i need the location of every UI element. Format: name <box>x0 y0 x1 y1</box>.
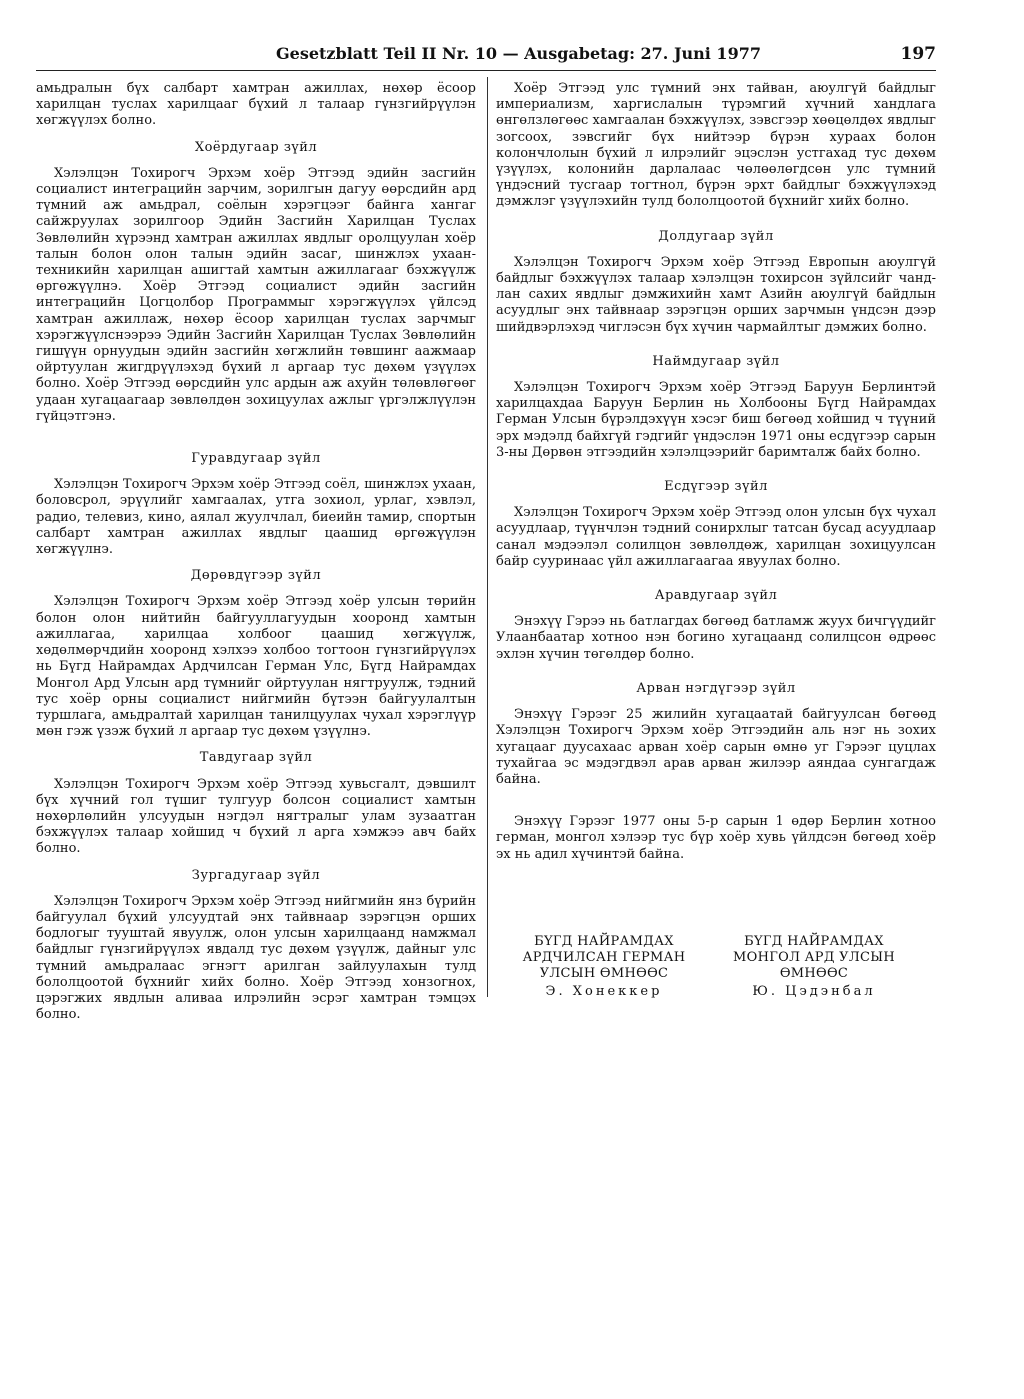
right-column <box>496 81 936 863</box>
article-2-heading: Хоёрдугаар зүйл <box>194 139 318 155</box>
signature-mpr-line3: ӨМНӨӨС <box>779 966 849 982</box>
article-6-continuation: Хоёр Этгээд улс түмний энх тайван, аюулгүй байдлыг империализм, харгислалын түрэмгий хүчний хандлага өнгөлзлөгөөс хамгаалан бэхжүүлэх, зэвсгээр хөөцөлдөх явдлыг зогсоох, зэвсгийг бүх нийтээр бүрэн хураах болон колончлолын бүхий л илрэлийг эцэслэн устгахад тус дөхөм үзүүлэх, колонийн дарлалаас чөлөөлөгдсөн улс түмний үндэсний тусгаар тогтнол, бүрэн эрхт байдлыг бэхжүүлэхэд дэмжлэг үзүүлэхийн тулд бололцоотой бүхнийг хийх болно. <box>496 81 936 210</box>
article-7-text: Хэлэлцэн Тохирогч Эрхэм хоёр Этгээд Европын аюулгүй байдлыг бэхжүүлэх талаар хэлэлцэн тохирсон зүйлсийг чанд-лан сахих явдлыг дэмжихийн хамт Азийн аюулгүй байдлын асуудлыг энх тайвнаар зэрэгцэн орших зарчмын үндсэн дээр шийдвэрлэхэд чиглэсэн бүх хүчин чармайлтыг дэмжих болно. <box>496 254 936 335</box>
article-11-heading: Арван нэгдүгээр зүйл <box>636 680 796 696</box>
article-9-text: Хэлэлцэн Тохирогч Эрхэм хоёр Этгээд олон улсын бүх чухал асуудлаар, түүнчлэн тэдний сонирхлыг татсан бусад асуудлаар санал мэдээлэл солилцон зөвлөлдөж, харилцан зохицуулсан байр сууринаас үйл ажиллагаагаа явуулах болно. <box>496 505 936 569</box>
page-number: 197 <box>900 44 936 64</box>
signature-mpr-line1: БҮГД НАЙРАМДАХ <box>744 934 884 949</box>
article-4-text: Хэлэлцэн Тохирогч Эрхэм хоёр Этгээд хоёр улсын төрийн болон олон нийтийн байгууллагуудын хооронд хамтын ажиллагаа, харилцаа холбоог цаашид хөгжүүлж, хөдөлмөрчдийн хооронд хэлхээ холбоо тогтоон гүнзгийрүүлэх нь Бүгд Найрамдах Ардчилсан Герман Улс, Бүгд Найрамдах Монгол Ард Улсын ард түмнийг ойртуулан нягтруулж, тэдний тус хоёр орны социалист нийгмийн бүтээн байгуулалтын туршлага, амьдралтай харилцан танилцуулах чухал хэрэглүүр мөн гэж үзэж бүхий л аргаар тус дөхөм үзүүлнэ. <box>36 594 476 740</box>
closing-paragraph: Энэхүү Гэрээг 1977 оны 5-р сарын 1 өдөр Берлин хотноо герман, монгол хэлээр тус бүр хоёр хувь үйлдсэн бөгөөд хоёр эх нь адил хүчинтэй байна. <box>496 814 936 862</box>
article-3-heading: Гуравдугаар зүйл <box>191 451 321 467</box>
article-5-text: Хэлэлцэн Тохирогч Эрхэм хоёр Этгээд хувьсгалт, дэвшилт бүх хүчний гол түшиг тулгуур болсон социалист хамтын нөхөрлөлийн улсуудын нэгдэл нягтралыг улам зузаатган бэхжүүлэх талаар хойшид ч бүхий л арга хэмжээ авч байх болно. <box>36 776 476 857</box>
signature-mpr-line2: МОНГОЛ АРД УЛСЫН <box>733 950 895 966</box>
article-2-text: Хэлэлцэн Тохирогч Эрхэм хоёр Этгээд эдийн засгийн социалист интеграцийн зарчим, зорилгын дагуу өөрсдийн ард түмний аж амьдрал, соёлын хэрэгцээг байнга хангаг сайжруулах зорилгоор Эдийн Засгийн Харилцан Туслах Зөвлөлийн хүрээнд хамтран ажиллах явдлыг оролцуулан хоёр талын болон олон талын эдийн засаг, шинжлэх ухаан-техникийн харилцан ашигтай хамтын ажиллагааг бэхжүүлж өргөжүүлнэ. Хоёр Этгээд социалист эдийн засгийн интеграцийн Цогцолбор Программыг хэрэгжүүлэх үйлсэд хамтран ажиллаж, нөхөр ёсоор харилцан туслах зарчмыг хэрэгжүүлснээрээ Эдийн Засгийн Харилцан Туслах Зөвлөлийн гишүүн орнуудын эдийн засгийн хөгжлийн төвшинг аажмаар ойртуулан жигдрүүлэхэд бүхий л аргаар тус дөхөм үзүүлэх болно. Хоёр Этгээд өөрсдийн улс ардын аж ахуйн төлөвлөгөөг удаан хугацаагаар зөвлөлдөн зохицуулах ажлыг үргэлжлүүлэн гүйцэтгэнэ. <box>36 165 476 424</box>
article-7-heading: Долдугаар зүйл <box>658 228 774 244</box>
article-3-text: Хэлэлцэн Тохирогч Эрхэм хоёр Этгээд соёл, шинжлэх ухаан, боловсрол, эрүүлийг хамгаалах, утга зохиол, урлаг, хэвлэл, радио, телевиз, кино, аялал жуулчлал, биеийн тамир, спортын салбарт хамтран ажиллах явдлыг цаашид өргөжүүлэн хөгжүүлнэ. <box>36 477 476 558</box>
left-column <box>36 81 476 1023</box>
gazette-title: Gesetzblatt Teil II Nr. 10 — Ausgabetag: 27. Juni 1977 <box>276 44 761 63</box>
article-4-heading: Дөрөвдүгээр зүйл <box>190 568 322 584</box>
article-8-text: Хэлэлцэн Тохирогч Эрхэм хоёр Этгээд Баруун Берлинтэй харилцахдаа Баруун Берлин нь Холбооны Бүгд Найрамдах Герман Улсын бүрэлдэхүүн хэсэг биш бөгөөд хойшид ч түүний эрх мэдэлд байхгүй гэдгийг үндэслэн 1971 оны есдүгээр сарын 3-ны Дөрвөн этгээдийн хэлэлцээрийг баримталж байх болно. <box>496 380 936 460</box>
signature-gdr-line1: БҮГД НАЙРАМДАХ <box>534 934 674 949</box>
article-9-heading: Есдүгээр зүйл <box>664 479 768 495</box>
paragraph-continuation: амьдралын бүх салбарт хамтран ажиллах, нөхөр ёсоор харилцан туслах харилцааг бүхий л талаар гүнзгийрүүлэн хөгжүүлэх болно. <box>36 81 476 129</box>
article-11-text: Энэхүү Гэрээг 25 жилийн хугацаатай байгуулсан бөгөөд Хэлэлцэн Тохирогч Эрхэм хоёр Этгээдийн аль нэг нь зохих хугацааг дуусахаас арван хоёр сарын өмнө уг Гэрээг цуцлах тухайгаа эс мэдэгдвэл арав арван жилээр аяндаа сунгагдаж байна. <box>496 707 936 787</box>
signatory-mpr-name: Ю. Цэдэнбал <box>752 983 876 999</box>
header-rule <box>36 70 936 71</box>
article-6-text: Хэлэлцэн Тохирогч Эрхэм хоёр Этгээд нийгмийн янз бүрийн байгуулал бүхий улсуудтай энх тайвнаар зэрэгцэн орших бодлогыг тууштай явуулж, олон улсын харилцаанд намжмал байдлыг гүнзгийрүүлэх явдалд тус дөхөм үзүүлж, дайныг улс түмний амьдралаас эгнэгт арилган зайлуулахын тулд бололцоотой бүхнийг хийх болно. Хоёр Этгээд хонзогнох, цэрэгжих явдлын аливаа илрэлийн эсрэг хамтран тэмцэх болно. <box>36 893 476 1023</box>
signature-mpr <box>714 934 914 1000</box>
article-6-heading: Зургадугаар зүйл <box>191 867 321 883</box>
signature-gdr-line3: УЛСЫН ӨМНӨӨС <box>539 966 669 982</box>
article-8-heading: Наймдугаар зүйл <box>652 353 780 369</box>
article-5-heading: Тавдугаар зүйл <box>199 750 313 766</box>
column-divider <box>487 77 488 997</box>
article-10-heading: Аравдугаар зүйл <box>654 588 778 604</box>
signature-block <box>496 934 936 1014</box>
signatory-gdr-name: Э. Хонеккер <box>545 983 663 999</box>
running-header <box>36 44 936 70</box>
signature-gdr <box>504 934 704 1000</box>
article-10-text: Энэхүү Гэрээ нь батлагдах бөгөөд батламж жуух бичгүүдийг Улаанбаатар хотноо нэн богино хугацаанд солилцсон өдрөөс эхлэн хүчин төгөлдөр болно. <box>496 614 936 662</box>
signature-gdr-line2: АРДЧИЛСАН ГЕРМАН <box>522 950 686 966</box>
